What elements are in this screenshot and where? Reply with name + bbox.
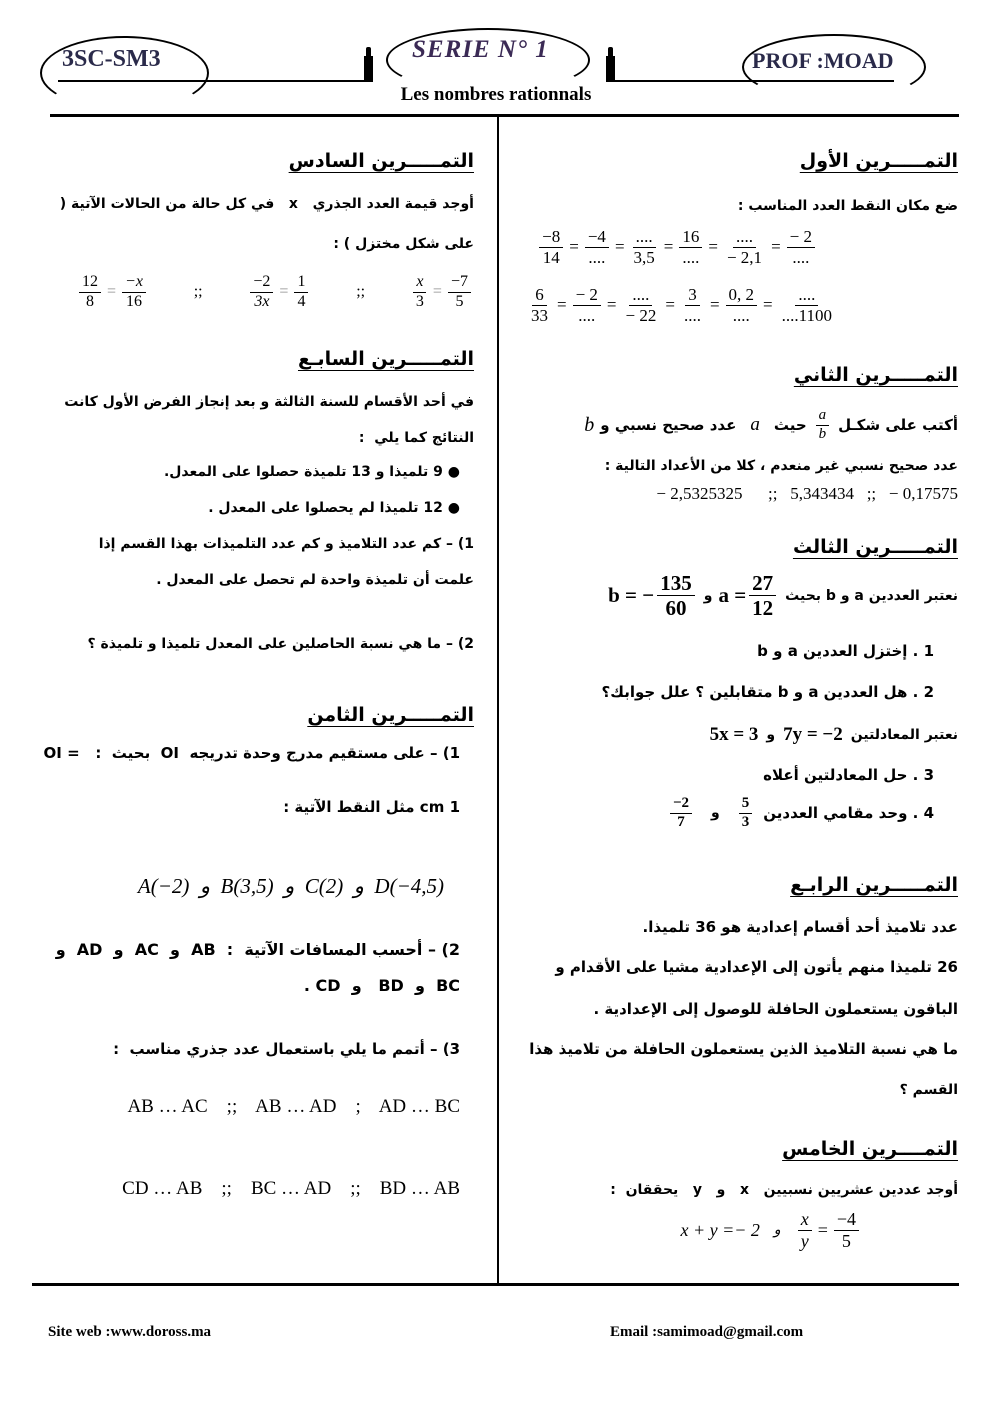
- fraction-denominator: ....: [588, 247, 606, 267]
- fraction-denominator: 5: [455, 292, 464, 310]
- exercise-4-line-4: ما هي نسبة التلاميذ الذين يستعملون الحافلة من تلاميذ هذا: [529, 1040, 958, 1058]
- ex2-text-c: عدد صحيح نسبي و: [600, 416, 737, 435]
- exercise-7-q1-a: 1) – كم عدد التلاميذ و كم عدد التلميذات بهذا القسم إذا: [98, 536, 474, 552]
- exercise-3-q3: 3 . حل المعادلتين أعلاه: [763, 766, 934, 784]
- ex3-b-den: 60: [665, 596, 687, 621]
- exercise-5-instruction: أوجد عددين عشريين نسبيين x و y يحققان :: [610, 1182, 958, 1198]
- fraction-numerator: −8: [539, 228, 563, 248]
- ex2-frac-num: a: [816, 408, 830, 426]
- fraction: [681, 286, 704, 325]
- fraction-numerator: − 2: [573, 286, 601, 306]
- fraction-denominator: ....: [732, 305, 750, 325]
- equals-sign: =: [606, 295, 617, 315]
- fraction-denominator: − 22: [625, 305, 657, 325]
- ex3-b-lhs: b = −: [608, 583, 655, 608]
- exercise-2-line-1: [584, 408, 958, 443]
- column-divider: [497, 117, 499, 1284]
- ex3-q4-frac-2: [670, 796, 692, 831]
- fraction-numerator: 12: [79, 274, 101, 293]
- fraction-numerator: 0, 2: [726, 286, 758, 306]
- fraction-numerator: − 2: [787, 228, 815, 248]
- fraction-numerator: x: [413, 274, 426, 293]
- equals-sign: =: [771, 237, 781, 257]
- exercise-3-q2: 2 . هل العددين a و b متقابلين ؟ علل جوابك؟: [601, 683, 934, 701]
- prof-label: PROF :MOAD: [752, 48, 894, 73]
- equation: [410, 274, 474, 311]
- exercise-5-title: التمــــرين الخامس: [782, 1138, 958, 1160]
- exercise-4-line-3: الباقون يستعملون الحافلة للوصول إلى الإعدادية .: [593, 1000, 958, 1018]
- equals-sign: =: [665, 295, 675, 315]
- ex3-q4-f1-num: 5: [739, 796, 753, 814]
- ex3-a-num: 27: [749, 572, 776, 596]
- fraction-numerator: 16: [679, 228, 702, 248]
- exercise-8-row-2: CD … AB ;; BC … AD ;; BD … AB: [122, 1178, 460, 1199]
- fraction-numerator: −4: [585, 228, 609, 248]
- ex5-sum-eq: x + y =− 2: [680, 1219, 760, 1240]
- footer-site: Site web :www.doross.ma: [48, 1324, 212, 1340]
- exercise-7-line-1: في أحد الأقسام للسنة الثالثة و بعد إنجاز الفرض الأول كانت: [64, 394, 474, 410]
- ex3-a-fraction: [749, 572, 776, 619]
- exercise-3-equations: [710, 724, 958, 746]
- exercise-7-bullet-1: [164, 464, 460, 480]
- fraction-denominator: 16: [125, 292, 142, 310]
- ex2-var-a: a: [750, 414, 760, 436]
- fraction-numerator: 1: [294, 274, 308, 293]
- ex3-q4-and: و: [711, 805, 720, 822]
- ex2-text-a: أكتب على شكـل: [838, 416, 958, 435]
- ex3-a-def: [718, 572, 779, 619]
- ex3-eq-and: و: [766, 727, 776, 743]
- ex5-ratio-eq: [795, 1210, 862, 1251]
- pillar-right-icon: [606, 56, 615, 82]
- exercise-4-line-1: عدد تلاميذ أحد أقسام إعدادية هو 36 تلميذا.: [642, 918, 958, 936]
- exercise-7-bullet-2: [208, 500, 460, 516]
- exercise-5-system: [681, 1210, 863, 1251]
- exercise-8-q2-b: BC و BD و CD .: [303, 976, 460, 995]
- exercise-2-line-2: عدد صحيح نسبي غير منعدم ، كلا من الأعداد التالية :: [604, 458, 958, 474]
- ex5-lhs-frac: [798, 1210, 812, 1251]
- fraction-right: [122, 274, 146, 311]
- equals-sign: =: [663, 237, 674, 257]
- equals-sign: =: [556, 295, 567, 315]
- fraction-denominator: − 2,1: [726, 247, 763, 267]
- exercise-8-q3: 3) – أتمم ما يلي باستعمال عدد جذري مناسب :: [113, 1040, 460, 1058]
- exercise-4-title: التمـــــرين الرابـع: [790, 874, 958, 896]
- ex3-and: و: [703, 587, 713, 604]
- exercise-3-q4: [667, 796, 934, 831]
- class-label: 3SC-SM3: [62, 46, 161, 72]
- exercise-6-line-1: أوجد قيمة العدد الجذري x في كل حالة من الحالات الآتية (: [59, 196, 474, 212]
- fraction: [726, 286, 758, 325]
- equation: [247, 274, 311, 311]
- exercise-3-intro: [608, 572, 958, 619]
- ex3-q4-frac-1: [739, 796, 753, 831]
- ex2-text-b: حيث: [773, 416, 807, 435]
- exercise-1-instruction: ضع مكان النقط العدد المناسب :: [737, 198, 958, 214]
- left-column: [40, 140, 474, 1280]
- bullet-icon: ●: [442, 500, 460, 516]
- fraction-numerator: −7: [448, 274, 471, 293]
- document-subtitle: Les nombres rationnals: [400, 84, 592, 105]
- ex3-eq2: 5x = 3: [709, 724, 759, 745]
- ex2-frac-den: b: [818, 425, 827, 442]
- ex3-a-den: 12: [752, 596, 774, 621]
- ex3-eq-intro: نعتبر المعادلتين: [850, 727, 958, 743]
- ex5-lhs-den: y: [800, 1230, 809, 1251]
- ex2-fraction: [816, 408, 830, 443]
- ex3-b-num: 135: [657, 572, 695, 596]
- ex3-q4-f2-den: 7: [677, 813, 685, 830]
- fraction-left: [79, 274, 101, 311]
- ex2-var-b: b: [584, 413, 595, 436]
- exercise-2-title: التمـــــرين الثاني: [793, 364, 958, 386]
- exercise-3-q1: 1 . إختزل العددين a و b: [757, 642, 934, 660]
- header-rule-left: [58, 80, 368, 82]
- exercise-4-line-5: القسم ؟: [899, 1082, 958, 1098]
- ex3-intro-text: نعتبر العددين a و b بحيث: [785, 587, 958, 604]
- fraction-denominator: 3x: [254, 292, 270, 310]
- exercise-8-q1-b: 1 cm مثل النقط الآتية :: [283, 798, 460, 816]
- right-column: [510, 140, 958, 1280]
- fraction-denominator: 8: [86, 292, 94, 310]
- exercise-7-title: التمـــــرين السابـع: [297, 348, 474, 370]
- fraction: [787, 228, 815, 267]
- fraction: [724, 228, 765, 267]
- top-rule: [50, 114, 959, 117]
- ex5-lhs-num: x: [798, 1210, 812, 1231]
- serie-label: SERIE N° 1: [412, 36, 549, 63]
- fraction-denominator: ....: [578, 305, 596, 325]
- fraction-denominator: 3: [415, 292, 424, 310]
- fraction-numerator: 6: [532, 286, 547, 306]
- bullet-icon: ●: [442, 464, 460, 480]
- exercise-1-row-2: [525, 286, 838, 325]
- fraction-numerator: 3: [685, 286, 700, 306]
- equals-sign: =: [763, 295, 773, 315]
- exercise-1-row-1: [536, 228, 818, 267]
- fraction: [539, 228, 563, 267]
- bottom-rule: [32, 1283, 959, 1286]
- ex3-q4-text: 4 . وحد مقامي العددين: [763, 804, 934, 823]
- exercise-7-q1-b: علمت أن تلميذة واحدة لم تحصل على المعدل .: [156, 572, 474, 588]
- exercise-8-points: D(−4,5) و C(2) و B(3,5) و A(−2): [137, 874, 444, 898]
- ex5-rhs-num: −4: [834, 1210, 859, 1231]
- exercise-8-q1-a: 1) – على مستقيم مدرج وحدة تدريجه OI بحيث : = OI: [43, 744, 460, 762]
- footer-email: Email :samimoad@gmail.com: [610, 1324, 804, 1340]
- exercise-8-title: التمـــــرين الثامن: [307, 704, 474, 726]
- fraction-denominator: ....: [682, 247, 700, 267]
- exercise-7-q2: 2) – ما هي نسبة الحاصلين على المعدل تلميذا و تلميذة ؟: [87, 636, 474, 652]
- fraction-numerator: ....: [733, 228, 756, 248]
- fraction-denominator: 4: [297, 292, 306, 310]
- exercise-2-numbers: − 2,5325325 ;; 5,343434 ;; − 0,17575: [656, 484, 958, 503]
- fraction-denominator: 33: [530, 305, 548, 325]
- pillar-left-icon: [364, 56, 373, 82]
- equals-sign: =: [569, 237, 579, 257]
- ex5-rhs-frac: [834, 1210, 859, 1251]
- fraction: [623, 286, 660, 325]
- fraction-denominator: ....: [683, 305, 701, 325]
- fraction: [679, 228, 702, 267]
- fraction-denominator: 3,5: [633, 247, 655, 267]
- fraction: [585, 228, 609, 267]
- equals-sign: =: [107, 283, 117, 301]
- fraction: [779, 286, 835, 325]
- separator: ;;: [356, 283, 366, 301]
- exercise-8-row-1: AB … AC ;; AB … AD ; AD … BC: [127, 1096, 460, 1117]
- fraction: [573, 286, 601, 325]
- ex5-and: و: [773, 1222, 781, 1239]
- ex7-bullet-2-text: 12 تلميذا لم يحصلوا على المعدل .: [208, 500, 443, 516]
- fraction-denominator: 14: [542, 247, 560, 267]
- exercise-6-line-2: على شكل مختزل ) :: [333, 236, 474, 252]
- equals-sign: =: [432, 283, 442, 301]
- fraction-left: [250, 274, 273, 311]
- separator: ;;: [193, 283, 203, 301]
- equation: [76, 274, 149, 311]
- fraction-numerator: ....: [629, 286, 652, 306]
- exercise-4-line-2: 26 تلميذا منهم يأتون إلى الإعدادية مشيا على الأقدام و: [555, 958, 958, 976]
- equals-sign: =: [709, 295, 720, 315]
- ex5-rhs-den: 5: [841, 1230, 851, 1251]
- ex3-q4-f1-den: 3: [741, 813, 750, 830]
- exercise-1-title: التمـــــرين الأول: [799, 150, 958, 172]
- fraction-denominator: ....: [792, 247, 810, 267]
- fraction-denominator: ....1100: [781, 305, 832, 325]
- exercise-6-title: التمـــــرين السادس: [288, 150, 474, 172]
- exercise-6-equations: [76, 274, 474, 311]
- fraction-right: [294, 274, 308, 311]
- fraction: [528, 286, 551, 325]
- ex7-bullet-1-text: 9 تلميذا و 13 تلميذة حصلوا على المعدل.: [163, 464, 443, 480]
- equals-sign: =: [614, 237, 625, 257]
- fraction-left: [413, 274, 427, 311]
- exercise-3-title: التمـــــرين الثالث: [792, 536, 958, 558]
- ex5-equals: =: [817, 1219, 828, 1240]
- exercise-8-q2-a: 2) – أحسب المسافات الآتية : AB و AC و AD و: [55, 940, 460, 959]
- ex3-eq1: 7y = −2: [783, 724, 843, 745]
- fraction-numerator: −x: [122, 274, 146, 293]
- equals-sign: =: [708, 237, 718, 257]
- fraction-numerator: ....: [633, 228, 656, 248]
- equals-sign: =: [279, 283, 289, 301]
- ex3-b-fraction: [657, 572, 695, 619]
- fraction: [631, 228, 658, 267]
- ex3-q4-f2-num: −2: [670, 796, 692, 814]
- exercise-7-line-2: النتائج كما يلي :: [358, 430, 474, 446]
- fraction-numerator: ....: [795, 286, 818, 306]
- ex3-a-lhs: a =: [718, 583, 747, 608]
- fraction-right: [448, 274, 471, 311]
- ex3-b-def: [608, 572, 698, 619]
- fraction-numerator: −2: [250, 274, 273, 293]
